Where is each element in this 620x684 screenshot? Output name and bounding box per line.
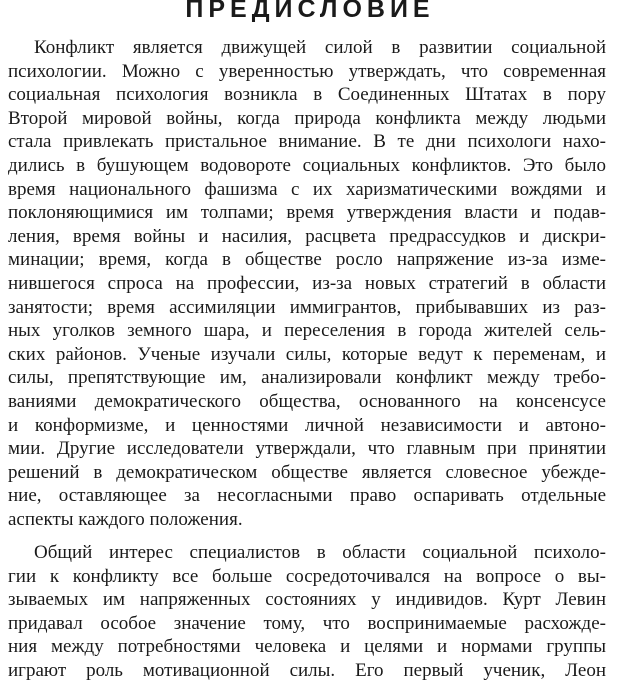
text-line: решений в демократическом обществе является словесное убежде- (8, 461, 606, 483)
text-line: гии к конфликту все больше сосредоточивался на вопросе о вы- (8, 565, 606, 587)
text-line: ских районов. Ученые изучали силы, которые ведут к переменам, и (8, 343, 606, 365)
text-line: мии. Другие исследователи утверждали, что главным при принятии (8, 438, 606, 460)
text-line: ние, оставляющее за несогласными право оспаривать отдельные (8, 485, 606, 507)
text-line: минации; время, когда в обществе росло напряжение из-за измe- (8, 249, 606, 271)
text-line: поклоняющимися им толпами; время утверждения власти и подав- (8, 202, 606, 224)
text-line: ния между потребностями человека и целями и нормами группы (8, 636, 606, 658)
page-title: ПРЕДИСЛОВИЕ (185, 0, 435, 23)
text-line: ления, время войны и насилия, расцвета предрассудков и дискри- (8, 225, 606, 247)
text-line: Второй мировой войны, когда природа конфликта между людьми (8, 107, 606, 129)
text-line: психологии. Можно с уверенностью утверждать, что современная (8, 60, 606, 82)
text-line: нившегося спроса на профессии, из-за новых стратегий в области (8, 273, 606, 294)
text-line: занятости; время ассимиляции иммигрантов, прибывавших из раз- (8, 296, 606, 318)
text-line: ваниями демократического общества, основанного на консенсусе (8, 391, 606, 412)
text-line: Общий интерес специалистов в области социальной психоло- (34, 542, 606, 563)
text-line: дились в бушующем водовороте социальных конфликтов. Это было (8, 155, 606, 176)
text-line: Конфликт является движущей силой в развитии социальной (34, 37, 606, 58)
text-line: стала привлекать пристальное внимание. В те дни психологи нахо- (8, 131, 606, 153)
text-line: и конформизме, и ценностями личной независимости и автоно- (8, 414, 606, 436)
text-line: аспекты каждого положения. (8, 509, 243, 530)
text-line: ных уголков земного шара, и переселения в города жителей сель- (8, 320, 606, 342)
text-line: придавал особое значение тому, что воспринимаемые расхожде- (8, 612, 606, 634)
text-line: силы, препятствующие им, анализировали конфликт между требо- (8, 367, 606, 389)
text-line: время национального фашизма с их харизматическими вождями и (8, 178, 606, 200)
text-line: социальная психология возникла в Соединенных Штатах в пору (8, 84, 606, 106)
text-line: зываемых им напряженных состояниях у индивидов. Курт Левин (8, 589, 606, 611)
text-line: играют роль мотивационной силы. Его первый ученик, Леон (8, 660, 606, 681)
